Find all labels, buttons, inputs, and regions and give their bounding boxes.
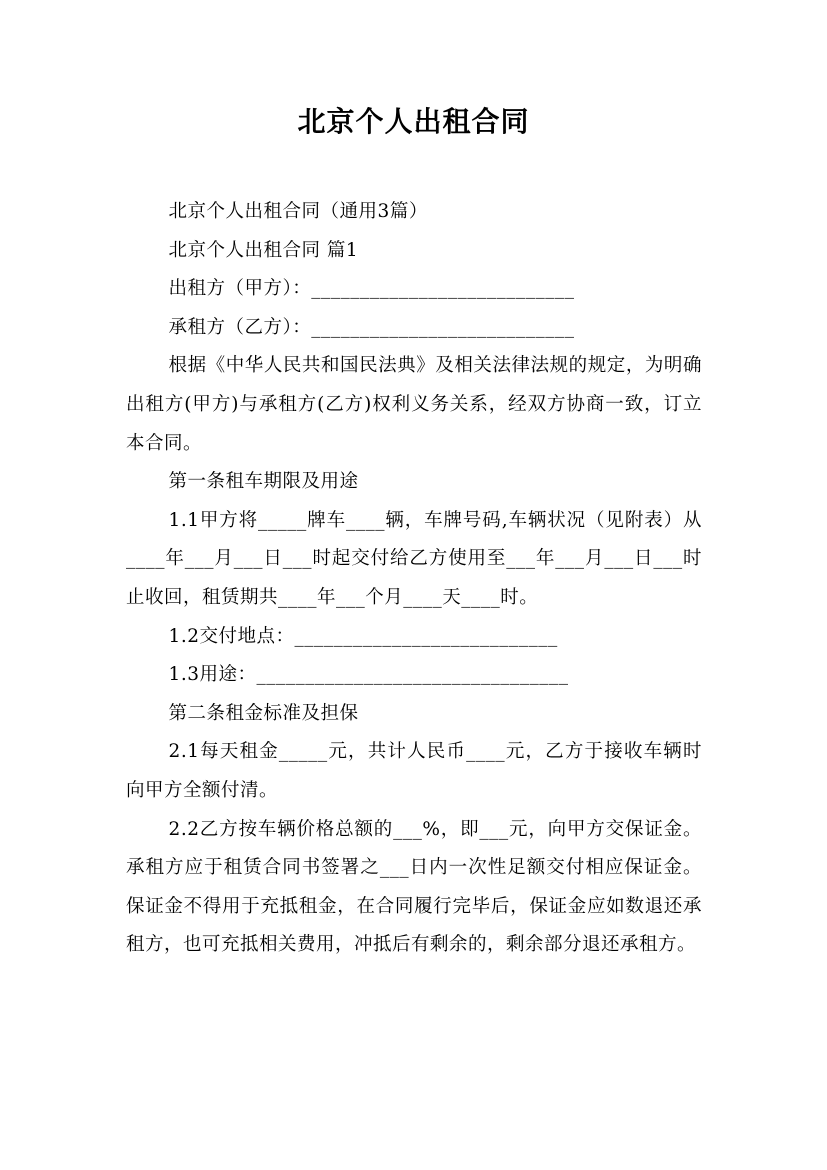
article-2-heading: 第二条租金标准及担保 [168, 702, 359, 724]
lessor-field: 出租方（甲方）：___________________________ [168, 278, 575, 300]
lessee-field: 承租方（乙方）：___________________________ [168, 316, 575, 338]
section-heading: 北京个人出租合同 篇1 [168, 239, 359, 261]
subtitle-paragraph: 北京个人出租合同（通用3篇） [168, 201, 428, 222]
clause-2-1: 2.1每天租金_____元，共计人民币____元，乙方于接收车辆时向甲方全额付清。 [126, 741, 702, 801]
clause-1-1: 1.1甲方将_____牌车____辆，车牌号码,车辆状况（见附表）从____年___月___日___时起交付给乙方使用至___年___月___日___时止收回，租赁期共____年___个月____天____时。 [126, 509, 702, 608]
document-title: 北京个人出租合同 [297, 105, 530, 138]
clause-2-2: 2.2乙方按车辆价格总额的___%，即___元，向甲方交保证金。承租方应于租赁合同书签署之___日内一次性足额交付相应保证金。保证金不得用于充抵租金，在合同履行完毕后，保证金应如数退还承租方，也可充抵相关费用，冲抵后有剩余的，剩余部分退还承租方。 [126, 818, 702, 956]
clause-1-2: 1.2交付地点：___________________________ [168, 625, 558, 647]
article-1-heading: 第一条租车期限及用途 [168, 471, 359, 493]
clause-1-3: 1.3用途：________________________________ [168, 664, 569, 686]
document-body [126, 193, 702, 965]
preamble-paragraph: 根据《中华人民共和国民法典》及相关法律法规的规定，为明确出租方(甲方)与承租方(乙方)权利义务关系，经双方协商一致，订立本合同。 [126, 355, 702, 454]
